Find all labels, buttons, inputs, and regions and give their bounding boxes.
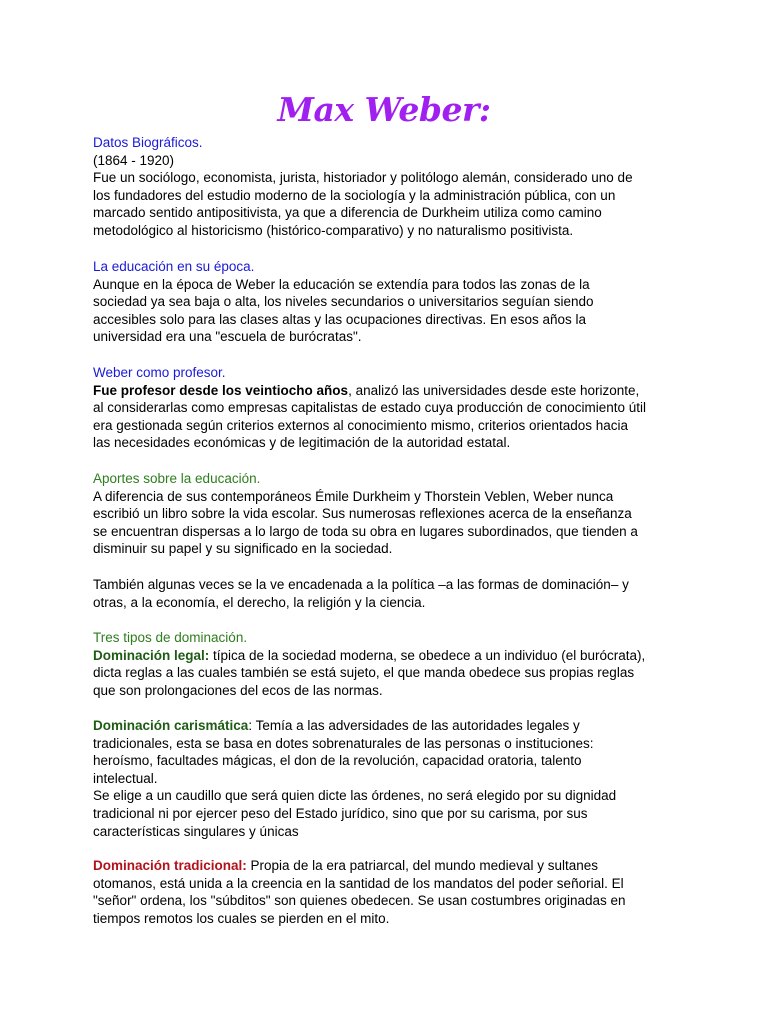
paragraph-line: escribió un libro sobre la vida escolar. Sus numerosas reflexiones acerca de la enseñanza: [93, 506, 632, 522]
paragraph-line: tradicional ni por ejercer peso del Estado jurídico, sino que por su carisma, por sus: [93, 805, 588, 821]
paragraph-line: las necesidades económicas y de legitimación de la autoridad estatal.: [93, 435, 511, 451]
paragraph-line: características singulares y únicas: [93, 823, 299, 839]
section-datos-biograficos: [93, 134, 693, 240]
paragraph-line: tiempos remotos los cuales se pierden en el mito.: [93, 910, 390, 926]
paragraph-line: al considerarlas como empresas capitalistas de estado cuya producción de conocimiento útil: [93, 400, 647, 416]
term-label: Dominación carismática: [93, 718, 249, 733]
term-label: Dominación legal:: [93, 647, 210, 663]
paragraph-line: dicta reglas a las cuales también se está sujeto, el que manda obedece sus propias reglas: [93, 665, 635, 681]
section-tres-tipos-dominacion: [93, 629, 693, 699]
section-dominacion-tradicional: [93, 857, 693, 927]
paragraph-line: otomanos, está unida a la creencia en la santidad de los mandatos del poder señorial. El: [93, 875, 624, 891]
text-run: : Temía a las adversidades de las autoridades legales y: [248, 718, 580, 733]
section-heading: Datos Biográficos.: [93, 135, 203, 150]
paragraph-line: intelectual.: [93, 770, 158, 786]
text-run: típica de la sociedad moderna, se obedece a un individuo (el burócrata),: [209, 647, 646, 663]
paragraph-line: accesibles solo para las clases altas y las ocupaciones directivas. En esos años la: [93, 311, 587, 327]
text-run: Propia de la era patriarcal, del mundo medieval y sultanes: [246, 858, 598, 873]
paragraph-line: (1864 - 1920): [93, 152, 175, 168]
paragraph-line: Fue un sociólogo, economista, jurista, historiador y politólogo alemán, considerado uno de: [93, 170, 633, 186]
paragraph-line: sociedad ya sea baja o alta, los niveles secundarios o universitarios seguían siendo: [93, 294, 594, 310]
section-heading: Weber como profesor.: [93, 365, 226, 380]
page-title: Max Weber:: [277, 90, 491, 129]
section-heading: Tres tipos de dominación.: [93, 630, 248, 645]
section-educacion-epoca: [93, 258, 693, 346]
section-weber-profesor: [93, 364, 693, 452]
text-run: , analizó las universidades desde este horizonte,: [348, 382, 640, 398]
paragraph-line: marcado sentido antipositivista, ya que a diferencia de Durkheim utiliza como camino: [93, 205, 602, 221]
paragraph-line: [93, 382, 693, 400]
paragraph-line: heroísmo, facultades mágicas, el don de la revolución, capacidad oratoria, talento: [93, 753, 582, 769]
paragraph-line: metodológico al historicismo (histórico-comparativo) y no naturalismo positivista.: [93, 222, 574, 238]
paragraph-line: Se elige a un caudillo que será quien dicte las órdenes, no será elegido por su dignidad: [93, 788, 617, 804]
section-heading: Aportes sobre la educación.: [93, 471, 261, 486]
term-label: Dominación tradicional:: [93, 858, 247, 873]
section-heading: La educación en su época.: [93, 259, 255, 274]
paragraph-line: era gestionada según criterios externos al conocimiento mismo, criterios orientados hacia: [93, 417, 629, 433]
paragraph-line: [93, 647, 693, 665]
paragraph-line: tradicionales, esta se basa en dotes sobrenaturales de las personas o instituciones:: [93, 735, 594, 751]
paragraph-line: los fundadores del estudio moderno de la sociología y la administración pública, con un: [93, 187, 616, 203]
paragraph-line: que son prolongaciones del ecos de las normas.: [93, 682, 383, 698]
paragraph-line: [93, 857, 693, 875]
paragraph-line: otras, a la economía, el derecho, la religión y la ciencia.: [93, 594, 426, 610]
section-politica: [93, 576, 693, 611]
section-aportes-educacion: [93, 470, 693, 558]
bold-phrase: Fue profesor desde los veintiocho años: [93, 382, 349, 398]
paragraph-line: También algunas veces se la ve encadenada a la política –a las formas de dominación– y: [93, 577, 629, 592]
section-dominacion-carismatica: [93, 717, 693, 840]
paragraph-line: Aunque en la época de Weber la educación se extendía para todos las zonas de la: [93, 276, 590, 292]
paragraph-line: universidad era una "escuela de burócratas".: [93, 329, 362, 345]
paragraph-line: [93, 717, 693, 735]
paragraph-line: disminuir su papel y su significado en la sociedad.: [93, 541, 393, 557]
paragraph-line: se encuentran dispersas a lo largo de toda su obra en lugares subordinados, que tienden a: [93, 523, 638, 539]
paragraph-line: "señor" ordena, los "súbditos" son quienes obedecen. Se usan costumbres originadas en: [93, 893, 626, 909]
paragraph-line: A diferencia de sus contemporáneos Émile Durkheim y Thorstein Veblen, Weber nunca: [93, 488, 614, 504]
